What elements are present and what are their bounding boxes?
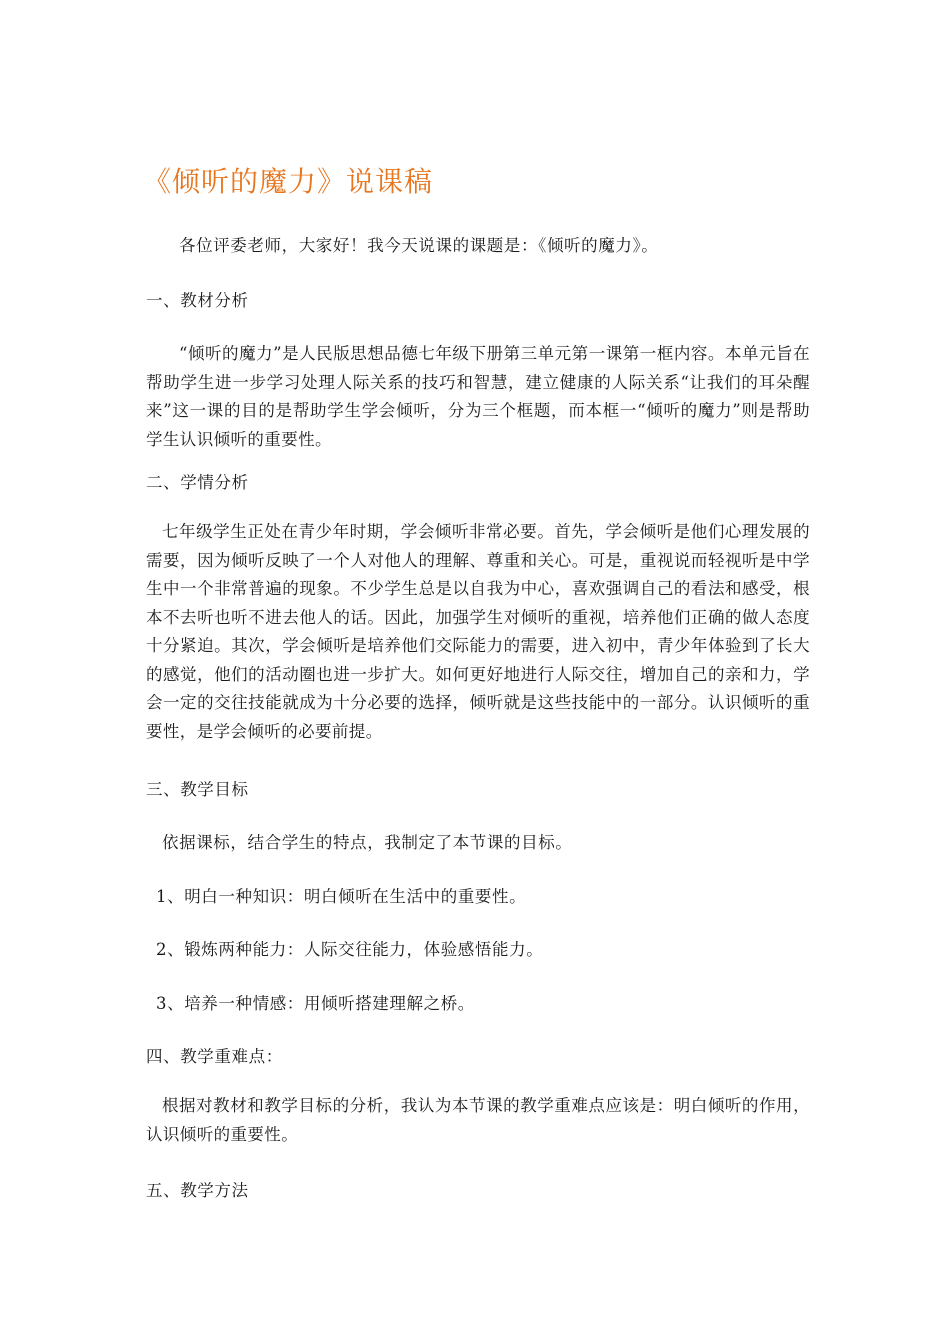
greeting-paragraph: 各位评委老师，大家好！我今天说课的课题是：《倾听的魔力》。: [179, 236, 659, 255]
document-title: 《倾听的魔力》说课稿: [143, 165, 434, 198]
section-heading-keypoints: 四、教学重难点：: [146, 1047, 283, 1066]
section-heading-methods: 五、教学方法: [146, 1181, 249, 1200]
section-paragraph-students: 七年级学生正处在青少年时期，学会倾听非常必要。首先，学会倾听是他们心理发展的需要，因为倾听反映了一个人对他人的理解、尊重和关心。可是，重视说而轻视听是中学生中一个非常普遍的现象。不少学生总是以自我为中心，喜欢强调自己的看法和感受，根本不去听也听不进去他人的话。因此，加强学生对倾听的重视，培养他们正确的做人态度十分紧迫。其次，学会倾听是培养他们交际能力的需要，进入初中，青少年体验到了长大的感觉，他们的活动圈也进一步扩大。如何更好地进行人际交往，增加自己的亲和力，学会一定的交往技能就成为十分必要的选择，倾听就是这些技能中的一部分。认识倾听的重要性，是学会倾听的必要前提。: [146, 522, 810, 741]
section-paragraph-materials: “倾听的魔力”是人民版思想品德七年级下册第三单元第一课第一框内容。本单元旨在帮助学生进一步学习处理人际关系的技巧和智慧，建立健康的人际关系“让我们的耳朵醒来”这一课的目的是帮助学生学会倾听，分为三个框题，而本框一“倾听的魔力”则是帮助学生认识倾听的重要性。: [146, 344, 810, 449]
section-heading-materials: 一、教材分析: [146, 291, 249, 310]
section-heading-goals: 三、教学目标: [146, 780, 249, 799]
goal-item: 2、锻炼两种能力：人际交往能力，体验感悟能力。: [156, 940, 544, 959]
goals-intro: 依据课标，结合学生的特点，我制定了本节课的目标。: [162, 833, 573, 852]
section-paragraph-keypoints: 根据对教材和教学目标的分析，我认为本节课的教学重难点应该是：明白倾听的作用，认识倾听的重要性。: [146, 1096, 810, 1144]
goal-item: 3、培养一种情感：用倾听搭建理解之桥。: [156, 994, 475, 1013]
goal-item: 1、明白一种知识：明白倾听在生活中的重要性。: [156, 887, 527, 906]
section-heading-students: 二、学情分析: [146, 473, 249, 492]
